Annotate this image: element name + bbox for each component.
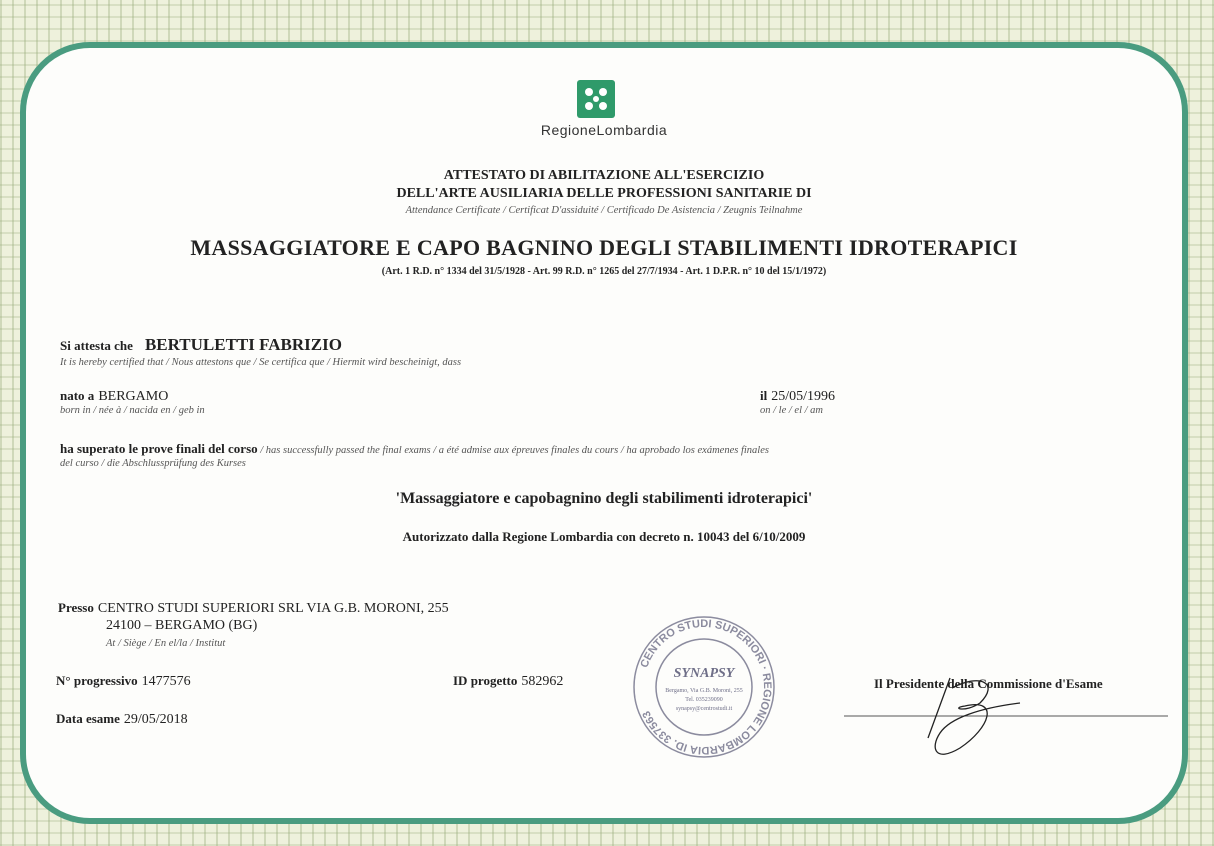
regione-lombardia-logo-icon bbox=[577, 80, 615, 118]
authorization: Autorizzato dalla Regione Lombardia con decreto n. 10043 del 6/10/2009 bbox=[402, 529, 806, 544]
presso-label: Presso bbox=[58, 600, 94, 615]
svg-text:CENTRO STUDI SUPERIORI · REGIO: CENTRO STUDI SUPERIORI · REGIONE LOMBARDIA ID. 337563 bbox=[638, 617, 774, 757]
course-name: 'Massaggiatore e capobagnino degli stabilimenti idroterapici' bbox=[395, 490, 813, 507]
presso-line1: CENTRO STUDI SUPERIORI SRL VIA G.B. MORONI, 255 bbox=[97, 601, 449, 616]
passed-translation-2: del curso / die Abschlussprüfung des Kurses bbox=[60, 458, 246, 469]
legal-references: (Art. 1 R.D. n° 1334 del 31/5/1928 - Art. 99 R.D. n° 1265 del 27/7/1934 - Art. 1 D.P.R. n° 10 del 15/1/1972) bbox=[381, 266, 827, 277]
presso-translation: At / Siège / En el/la / Institut bbox=[106, 638, 226, 649]
birth-date-label: il bbox=[760, 388, 768, 403]
exam-date-label: Data esame bbox=[56, 711, 120, 726]
heading-line2: DELL'ARTE AUSILIARIA DELLE PROFESSIONI SANITARIE DI bbox=[396, 186, 812, 201]
progetto-label: ID progetto bbox=[453, 673, 518, 688]
svg-text:SYNAPSY: SYNAPSY bbox=[673, 666, 735, 681]
svg-text:synapsy@centrostudi.it: synapsy@centrostudi.it bbox=[675, 706, 733, 712]
passed-label: ha superato le prove finali del corso bbox=[60, 441, 258, 456]
birth-date: 25/05/1996 bbox=[771, 389, 836, 404]
heading-translation: Attendance Certificate / Certificat D'assiduité / Certificado De Asistencia / Zeugnis Teilnahme bbox=[405, 205, 803, 216]
born-translation: born in / née à / nacida en / geb in bbox=[60, 405, 205, 416]
progressivo-value: 1477576 bbox=[141, 674, 191, 689]
svg-text:Tel. 035239090: Tel. 035239090 bbox=[685, 697, 723, 703]
certificate-title: MASSAGGIATORE E CAPO BAGNINO DEGLI STABILIMENTI IDROTERAPICI bbox=[190, 235, 1018, 260]
heading-line1: ATTESTATO DI ABILITAZIONE ALL'ESERCIZIO bbox=[443, 168, 765, 183]
progressivo-label: N° progressivo bbox=[56, 673, 138, 688]
presso-line2: 24100 – BERGAMO (BG) bbox=[106, 618, 258, 633]
birth-place: BERGAMO bbox=[98, 389, 169, 404]
synapsy-stamp-icon bbox=[624, 612, 784, 762]
president-signature bbox=[840, 668, 1180, 768]
exam-date-value: 29/05/2018 bbox=[123, 712, 188, 727]
svg-text:Bergamo, Via G.B. Moroni, 255: Bergamo, Via G.B. Moroni, 255 bbox=[665, 688, 743, 694]
birth-date-translation: on / le / el / am bbox=[760, 405, 823, 416]
president-label: Il Presidente della Commissione d'Esame bbox=[874, 676, 1103, 691]
logo-text: RegioneLombardia bbox=[540, 122, 668, 138]
born-label: nato a bbox=[60, 388, 95, 403]
certifies-translation: It is hereby certified that / Nous attestons que / Se certifica que / Hiermit wird bescheinigt, dass bbox=[60, 357, 462, 368]
progetto-value: 582962 bbox=[521, 674, 564, 689]
certifies-label: Si attesta che bbox=[60, 338, 133, 353]
holder-name: BERTULETTI FABRIZIO bbox=[144, 335, 342, 354]
passed-translation: / has successfully passed the final exams / a été admise aux épreuves finales du cours / ha aprobado los exámenes finales bbox=[257, 445, 769, 456]
